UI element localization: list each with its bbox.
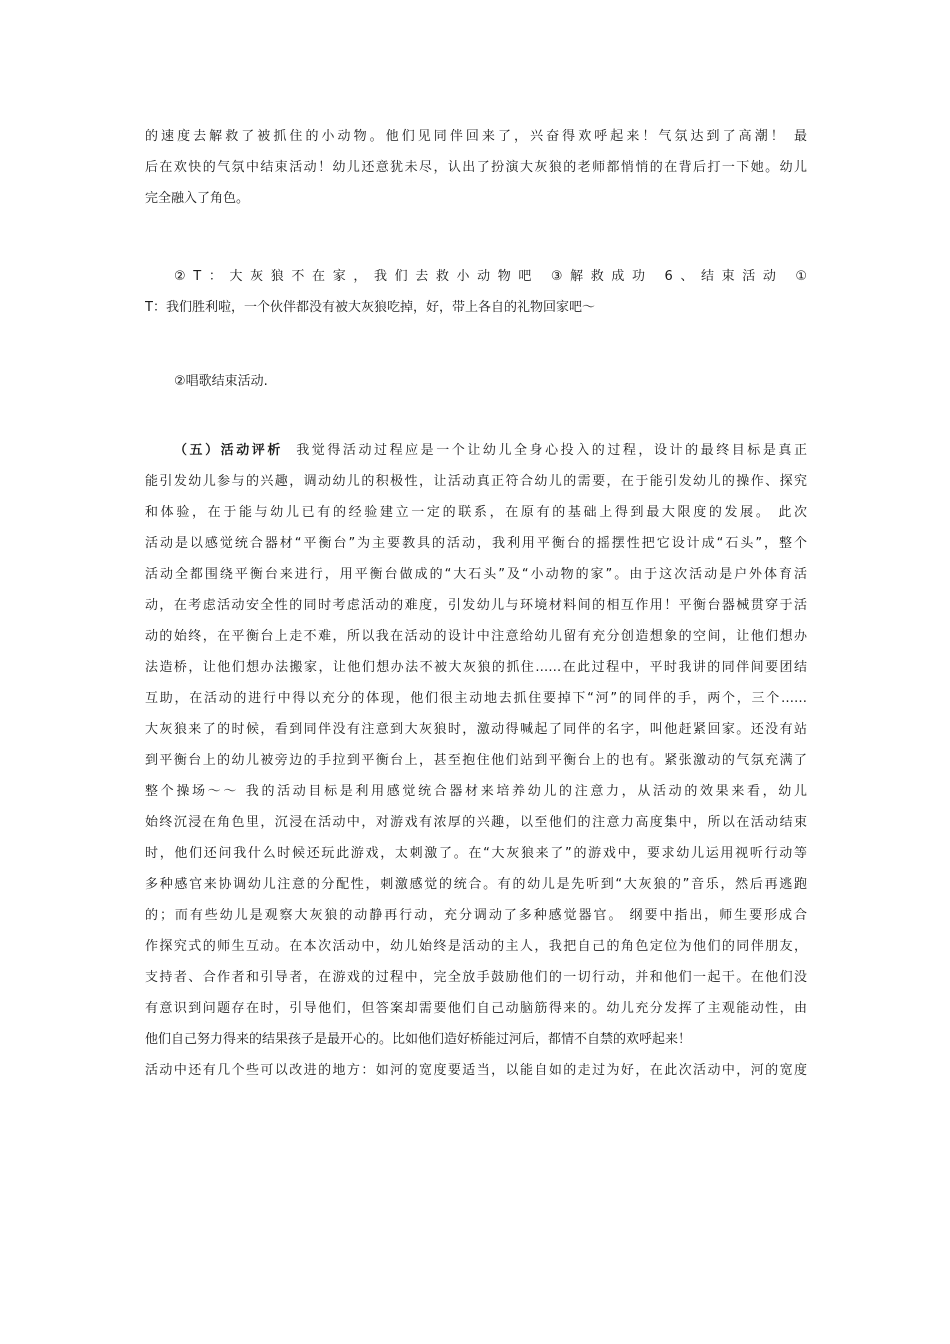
text-line: 活动中还有几个些可以改进的地方：如河的宽度要适当，以能自如的走过为好，在此次活动中，河的宽度 bbox=[145, 1063, 807, 1078]
text-line bbox=[145, 497, 807, 528]
text-line bbox=[145, 121, 807, 152]
step-item: ②T：大灰狼不在家，我们去救小动物吧 bbox=[174, 269, 540, 284]
text-segment: 整个操场～～ bbox=[145, 784, 239, 799]
text-line bbox=[145, 900, 807, 931]
text-line bbox=[145, 261, 807, 292]
step-item: 6、结束活动 bbox=[664, 269, 784, 284]
text-segment: 纲要中指出，师生要形成合 bbox=[629, 908, 807, 923]
text-line: 活动全都围绕平衡台来进行，用平衡台做成的“大石头”及“小动物的家”。由于这次活动是户外体育活 bbox=[145, 567, 807, 582]
text-line bbox=[145, 435, 807, 466]
text-line: 完全融入了角色。 bbox=[145, 191, 250, 206]
text-line: 作探究式的师生互动。在本次活动中，幼儿始终是活动的主人，我把自己的角色定位为他们的同伴朋友， bbox=[145, 939, 807, 954]
text-line: 到平衡台上的幼儿被旁边的手拉到平衡台上，甚至抱住他们站到平衡台上的也有。紧张激动的气氛充满了 bbox=[145, 753, 807, 768]
text-line: 动的始终，在平衡台上走不难，所以我在活动的设计中注意给幼儿留有充分创造想象的空间，让他们想办 bbox=[145, 629, 807, 644]
text-line: 后在欢快的气氛中结束活动！幼儿还意犹未尽，认出了扮演大灰狼的老师都悄悄的在背后打一下她。幼儿 bbox=[145, 160, 807, 175]
text-line: 法造桥，让他们想办法搬家，让他们想办法不被大灰狼的抓住……在此过程中，平时我讲的同伴间要团结 bbox=[145, 660, 807, 675]
text-line: T：我们胜利啦，一个伙伴都没有被大灰狼吃掉，好，带上各自的礼物回家吧～ bbox=[145, 300, 595, 315]
text-segment: 的速度去解救了被抓住的小动物。他们见同伴回来了，兴奋得欢呼起来！气氛达到了高潮！ bbox=[145, 129, 787, 144]
activity-steps-end bbox=[145, 366, 807, 397]
activity-evaluation bbox=[145, 435, 807, 1086]
step-item: ③解救成功 bbox=[550, 269, 653, 284]
section-heading: （五）活动评析 bbox=[174, 443, 283, 458]
text-line bbox=[145, 776, 807, 807]
text-line: 互助，在活动的进行中得以充分的体现，他们很主动地去抓住要掉下“河”的同伴的手，两个，三个…… bbox=[145, 691, 807, 706]
text-segment: 我的活动目标是利用感觉统合器材来培养幼儿的注意力，从活动的效果来看，幼儿 bbox=[245, 784, 807, 799]
text-line: 他们自己努力得来的结果孩子是最开心的。比如他们造好桥能过河后，都情不自禁的欢呼起来！ bbox=[145, 1032, 692, 1047]
text-segment: 我觉得活动过程应是一个让幼儿全身心投入的过程，设计的最终目标是真正 bbox=[296, 443, 807, 458]
text-line: 活动是以感觉统合器材“平衡台”为主要教具的活动，我利用平衡台的摇摆性把它设计成“石头”，整个 bbox=[145, 536, 807, 551]
text-segment: 的；而有些幼儿是观察大灰狼的动静再行动，充分调动了多种感觉器官。 bbox=[145, 908, 624, 923]
text-line: ②唱歌结束活动. bbox=[174, 374, 268, 389]
text-line: 支持者、合作者和引导者，在游戏的过程中，完全放手鼓励他们的一切行动，并和他们一起干。在他们没 bbox=[145, 970, 807, 985]
step-item: ① bbox=[795, 269, 807, 284]
text-segment: 此次 bbox=[778, 505, 807, 520]
text-line: 多种感官来协调幼儿注意的分配性，刺激感觉的统合。有的幼儿是先听到“大灰狼的”音乐，然后再逃跑 bbox=[145, 877, 807, 892]
text-segment: 最 bbox=[793, 129, 807, 144]
text-line: 时，他们还问我什么时候还玩此游戏，太刺激了。在“大灰狼来了”的游戏中，要求幼儿运用视听行动等 bbox=[145, 846, 807, 861]
text-line: 大灰狼来了的时候，看到同伴没有注意到大灰狼时，激动得喊起了同伴的名字，叫他赶紧回家。还没有站 bbox=[145, 722, 807, 737]
text-line: 动，在考虑活动安全性的同时考虑活动的难度，引发幼儿与环境材料间的相互作用！平衡台器械贯穿于活 bbox=[145, 598, 807, 613]
text-line: 能引发幼儿参与的兴趣，调动幼儿的积极性，让活动真正符合幼儿的需要，在于能引发幼儿的操作、探究 bbox=[145, 474, 807, 489]
text-line: 始终沉浸在角色里，沉浸在活动中，对游戏有浓厚的兴趣，以至他们的注意力高度集中，所以在活动结束 bbox=[145, 815, 807, 830]
text-segment: 和体验，在于能与幼儿已有的经验建立一定的联系，在原有的基础上得到最大限度的发展。 bbox=[145, 505, 772, 520]
text-line: 有意识到问题存在时，引导他们，但答案却需要他们自己动脑筋得来的。幼儿充分发挥了主观能动性，由 bbox=[145, 1001, 807, 1016]
paragraph-ending bbox=[145, 121, 807, 214]
activity-steps bbox=[145, 261, 807, 323]
